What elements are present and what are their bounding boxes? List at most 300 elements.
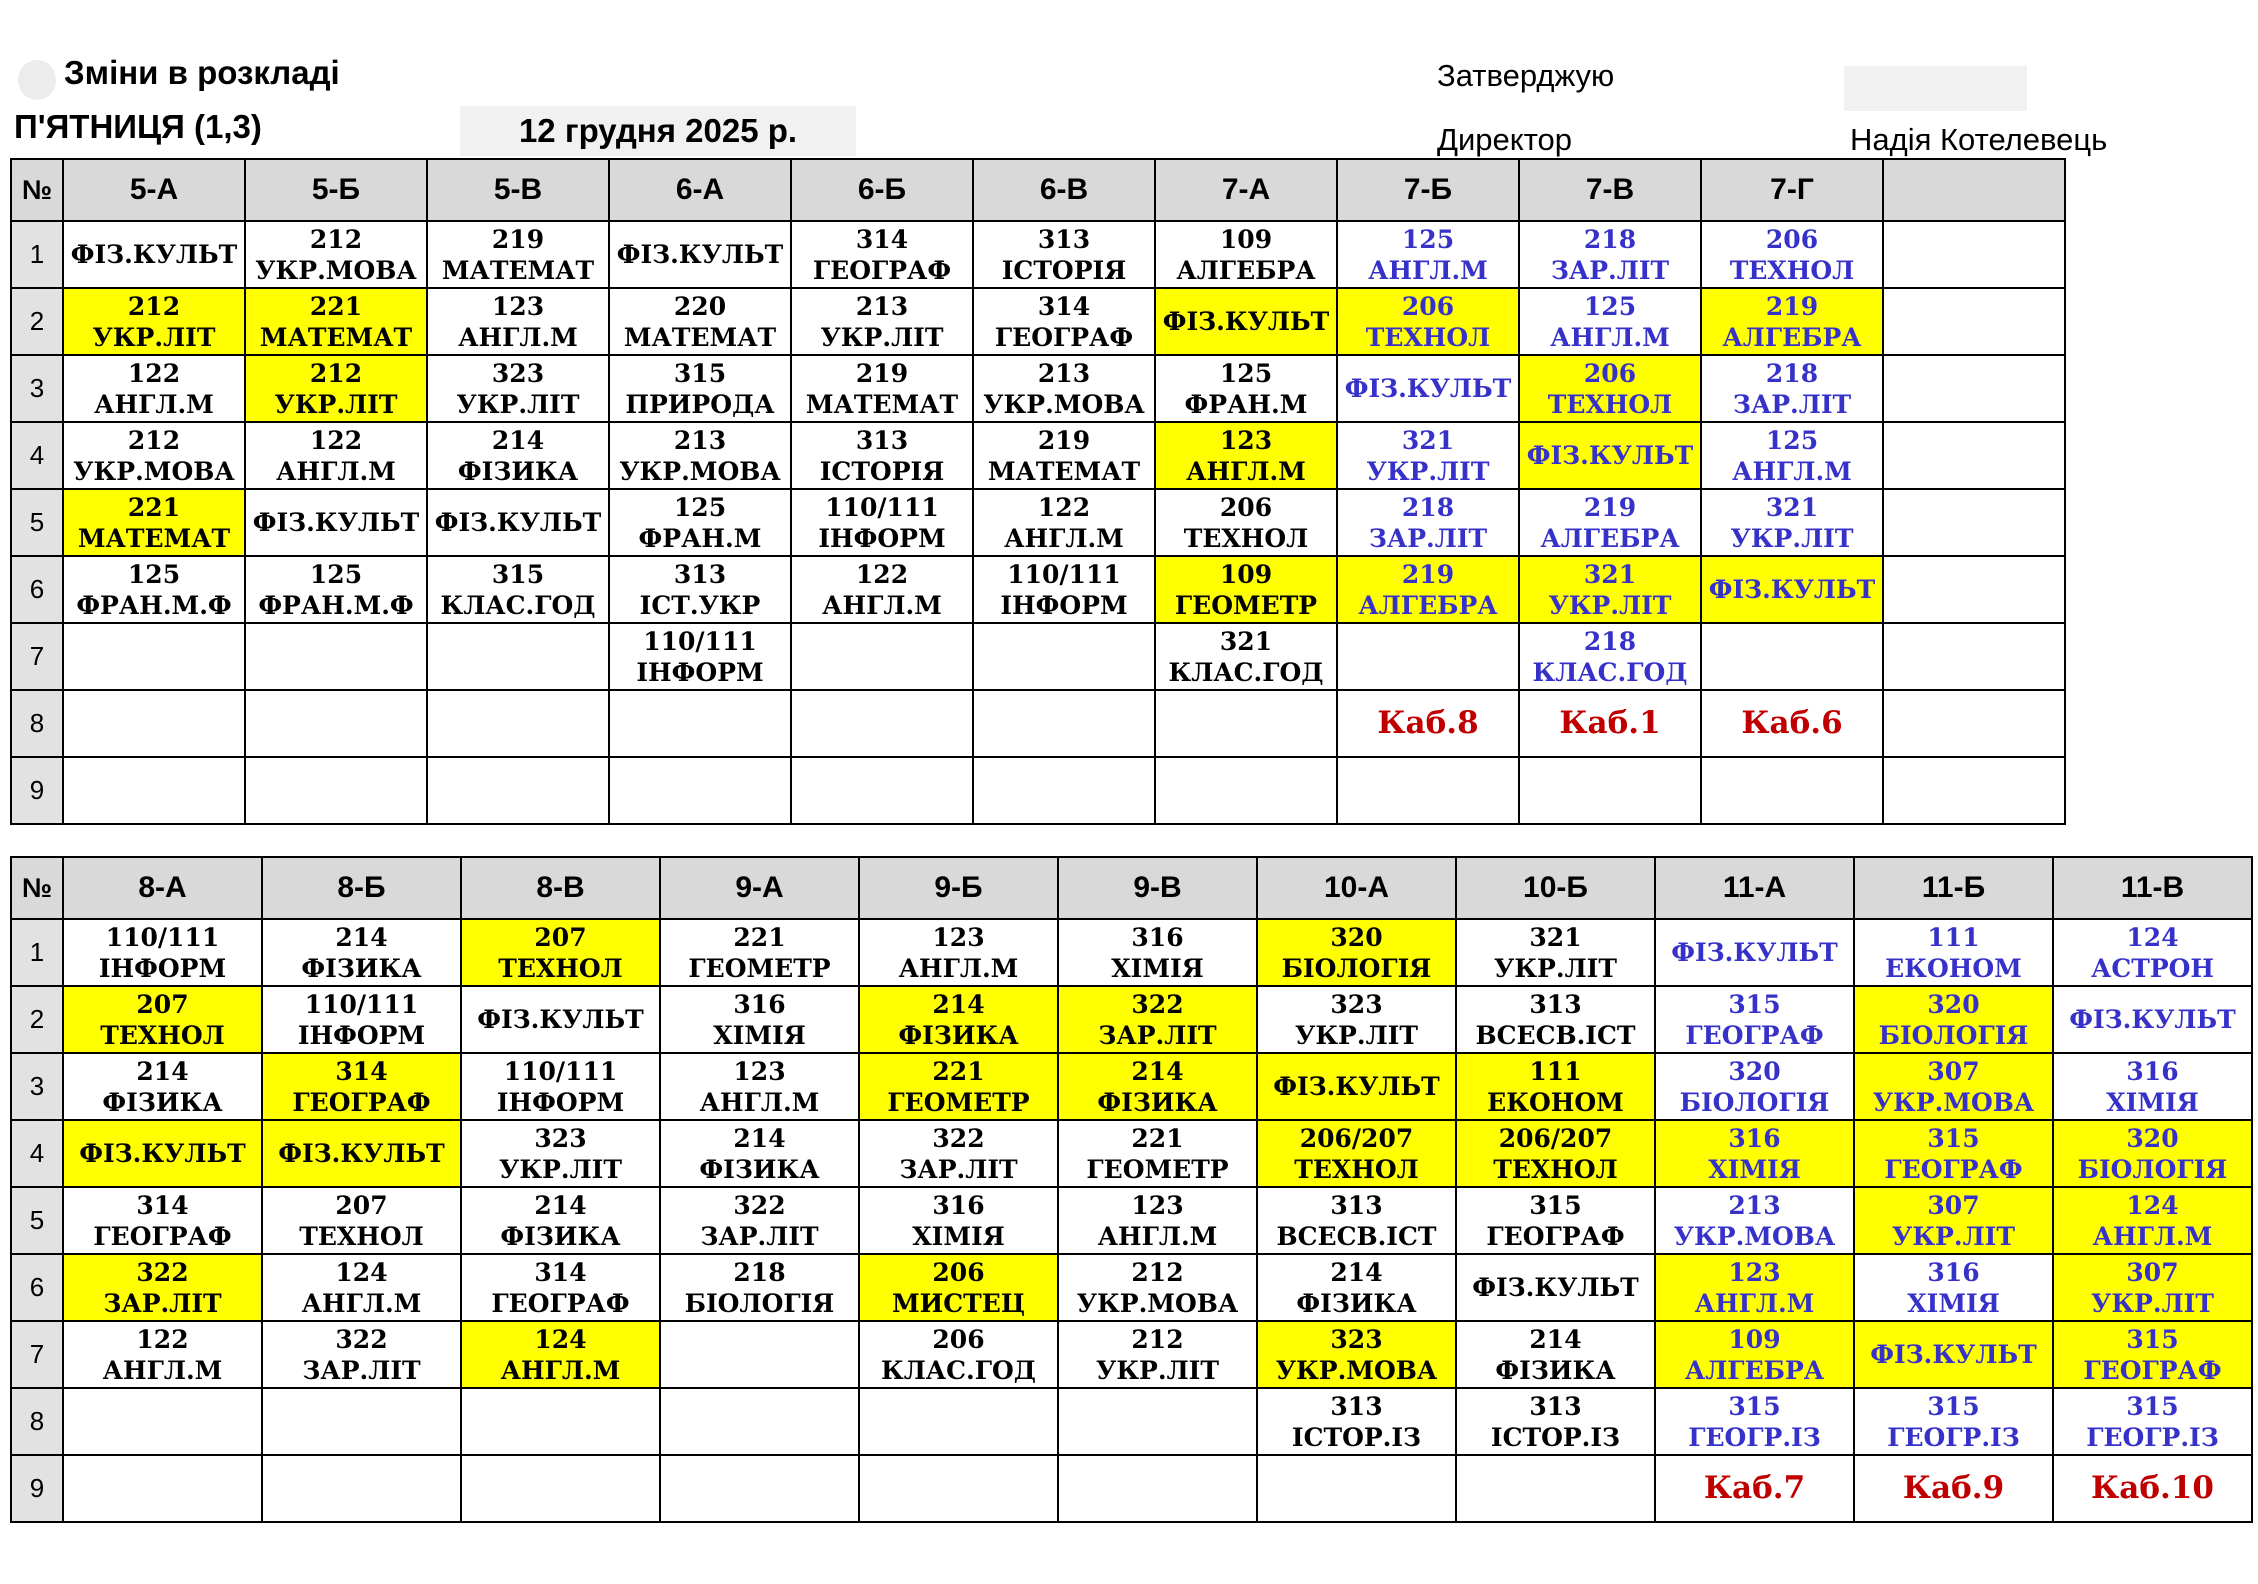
room-number: 124 bbox=[534, 1324, 587, 1354]
lesson-cell bbox=[262, 1321, 461, 1388]
lesson-number: 2 bbox=[11, 986, 63, 1053]
lesson-cell bbox=[1655, 1254, 1854, 1321]
room-number: 320 bbox=[1728, 1056, 1781, 1086]
subject-name: ГЕОГРАФ bbox=[1884, 1154, 2023, 1184]
lesson-cell bbox=[1701, 288, 1883, 355]
room-number: 125 bbox=[1219, 358, 1273, 388]
class-column-header: 5-В bbox=[427, 159, 609, 221]
room-number: 124 bbox=[335, 1257, 388, 1287]
lesson-cell bbox=[859, 1321, 1058, 1388]
subject-name: УКР.ЛІТ bbox=[2091, 1288, 2214, 1318]
room-number: 206/207 bbox=[1299, 1123, 1414, 1153]
room-number: 321 bbox=[1765, 492, 1819, 522]
subject-name: ВСЕСВ.ІСТ bbox=[1276, 1221, 1437, 1251]
lesson-cell bbox=[427, 422, 609, 489]
subject-name: БІОЛОГІЯ bbox=[2077, 1154, 2228, 1184]
class-column-header: 10-А bbox=[1257, 857, 1456, 919]
empty-cell bbox=[245, 623, 427, 690]
empty-cell bbox=[660, 1388, 859, 1455]
lesson-cell bbox=[1456, 1120, 1655, 1187]
room-number: 123 bbox=[1219, 425, 1273, 455]
room-number: 322 bbox=[136, 1257, 189, 1287]
schedule-row bbox=[11, 1120, 2252, 1187]
lesson-cell bbox=[1655, 986, 1854, 1053]
room-number: 214 bbox=[733, 1123, 786, 1153]
room-number: 110/111 bbox=[825, 492, 939, 522]
subject-name: ХІМІЯ bbox=[2106, 1087, 2199, 1117]
lesson-cell bbox=[791, 489, 973, 556]
room-number: 315 bbox=[1728, 1391, 1781, 1421]
lesson-cell bbox=[973, 556, 1155, 623]
subject-name: ФРАН.М.Ф bbox=[76, 590, 232, 620]
room-number: 212 bbox=[309, 224, 363, 254]
lesson-number: 8 bbox=[11, 1388, 63, 1455]
lesson-cell bbox=[1854, 919, 2053, 986]
subject-name: ХІМІЯ bbox=[1708, 1154, 1801, 1184]
lesson-cell bbox=[427, 489, 609, 556]
lesson-cell bbox=[63, 1187, 262, 1254]
schedule-row bbox=[11, 355, 2065, 422]
lesson-cell bbox=[63, 556, 245, 623]
empty-cell bbox=[1456, 1455, 1655, 1522]
lesson-cell bbox=[1519, 556, 1701, 623]
lesson-cell bbox=[262, 919, 461, 986]
lesson-cell bbox=[1456, 1254, 1655, 1321]
subject-name: ХІМІЯ bbox=[1907, 1288, 2000, 1318]
room-number: 206 bbox=[1583, 358, 1637, 388]
room-number: 307 bbox=[1927, 1190, 1980, 1220]
room-number: 206 bbox=[932, 1324, 985, 1354]
room-number: 206 bbox=[1765, 224, 1819, 254]
room-number: 213 bbox=[1037, 358, 1091, 388]
empty-cell bbox=[791, 623, 973, 690]
subject-name: ФІЗ.КУЛЬТ bbox=[616, 240, 784, 269]
lesson-cell bbox=[1701, 489, 1883, 556]
lesson-number: 7 bbox=[11, 1321, 63, 1388]
lesson-cell bbox=[461, 919, 660, 986]
lesson-cell bbox=[1456, 1053, 1655, 1120]
subject-name: АЛГЕБРА bbox=[1176, 255, 1316, 285]
subject-name: ТЕХНОЛ bbox=[1729, 255, 1855, 285]
lesson-cell bbox=[859, 986, 1058, 1053]
room-number: 315 bbox=[1728, 989, 1781, 1019]
subject-name: КЛАС.ГОД bbox=[1532, 657, 1688, 687]
empty-cell bbox=[1058, 1388, 1257, 1455]
subject-name: АНГЛ.М bbox=[500, 1355, 621, 1385]
room-number: 322 bbox=[335, 1324, 388, 1354]
schedule-row bbox=[11, 288, 2065, 355]
subject-name: ФРАН.М bbox=[638, 523, 762, 553]
subject-name: УКР.ЛІТ bbox=[274, 389, 398, 419]
cabinet-note: Каб.8 bbox=[1377, 705, 1479, 741]
subject-name: ФІЗ.КУЛЬТ bbox=[1344, 374, 1512, 403]
lesson-cell bbox=[2053, 986, 2252, 1053]
class-column-header: 9-В bbox=[1058, 857, 1257, 919]
room-number: 313 bbox=[855, 425, 909, 455]
empty-cell bbox=[1883, 489, 2065, 556]
room-number: 206 bbox=[1219, 492, 1273, 522]
lesson-cell bbox=[973, 221, 1155, 288]
schedule-row bbox=[11, 1388, 2252, 1455]
room-number: 307 bbox=[2126, 1257, 2179, 1287]
subject-name: КЛАС.ГОД bbox=[1168, 657, 1324, 687]
lesson-cell bbox=[1655, 919, 1854, 986]
lesson-cell bbox=[461, 1321, 660, 1388]
lesson-cell bbox=[1456, 1187, 1655, 1254]
subject-name: ФІЗ.КУЛЬТ bbox=[1162, 307, 1330, 336]
lesson-cell bbox=[859, 919, 1058, 986]
lesson-cell bbox=[660, 1187, 859, 1254]
empty-cell bbox=[1883, 623, 2065, 690]
subject-name: ГЕОГРАФ bbox=[812, 255, 952, 285]
room-number: 321 bbox=[1583, 559, 1637, 589]
room-number: 322 bbox=[733, 1190, 786, 1220]
room-number: 219 bbox=[1765, 291, 1819, 321]
room-number: 214 bbox=[1330, 1257, 1383, 1287]
blank-label-box bbox=[1844, 66, 2027, 111]
lesson-cell bbox=[859, 1053, 1058, 1120]
schedule-row bbox=[11, 757, 2065, 824]
lesson-number: 3 bbox=[11, 355, 63, 422]
empty-column-header bbox=[1883, 159, 2065, 221]
lesson-cell bbox=[1337, 355, 1519, 422]
subject-name: АЛГЕБРА bbox=[1540, 523, 1680, 553]
subject-name: ФІЗИКА bbox=[898, 1020, 1019, 1050]
lesson-cell bbox=[1257, 1254, 1456, 1321]
director-name: Надія Котелевець bbox=[1850, 122, 2108, 157]
empty-cell bbox=[1257, 1455, 1456, 1522]
room-number: 123 bbox=[932, 922, 985, 952]
empty-cell bbox=[262, 1388, 461, 1455]
room-number: 313 bbox=[673, 559, 727, 589]
empty-cell bbox=[1155, 690, 1337, 757]
subject-name: ІСТОРІЯ bbox=[1001, 255, 1127, 285]
room-number: 214 bbox=[1131, 1056, 1184, 1086]
subject-name: ФІЗ.КУЛЬТ bbox=[278, 1139, 445, 1168]
lesson-cell bbox=[262, 1053, 461, 1120]
subject-name: АСТРОН bbox=[2090, 953, 2215, 983]
lesson-cell bbox=[1854, 1187, 2053, 1254]
room-number: 122 bbox=[309, 425, 363, 455]
empty-cell bbox=[63, 690, 245, 757]
lesson-cell bbox=[1155, 556, 1337, 623]
lesson-cell bbox=[1655, 1455, 1854, 1522]
room-number: 218 bbox=[733, 1257, 786, 1287]
room-number: 125 bbox=[673, 492, 727, 522]
lesson-cell bbox=[461, 1053, 660, 1120]
room-number: 213 bbox=[673, 425, 727, 455]
grades-8-11-grid bbox=[10, 856, 2253, 1523]
lesson-number: 6 bbox=[11, 556, 63, 623]
room-number: 315 bbox=[2126, 1324, 2179, 1354]
empty-cell bbox=[791, 757, 973, 824]
room-number: 316 bbox=[932, 1190, 985, 1220]
lesson-cell bbox=[1854, 1254, 2053, 1321]
lesson-cell bbox=[609, 355, 791, 422]
room-number: 313 bbox=[1330, 1391, 1383, 1421]
room-number: 315 bbox=[2126, 1391, 2179, 1421]
subject-name: АНГЛ.М bbox=[898, 953, 1019, 983]
class-column-header: 6-А bbox=[609, 159, 791, 221]
room-number: 122 bbox=[1037, 492, 1091, 522]
lesson-cell bbox=[1519, 355, 1701, 422]
room-number: 323 bbox=[1330, 989, 1383, 1019]
class-column-header: 7-А bbox=[1155, 159, 1337, 221]
class-column-header: 9-Б bbox=[859, 857, 1058, 919]
room-number: 321 bbox=[1219, 626, 1273, 656]
empty-cell bbox=[1337, 757, 1519, 824]
schedule-row bbox=[11, 1321, 2252, 1388]
lesson-number: 5 bbox=[11, 1187, 63, 1254]
subject-name: ФІЗ.КУЛЬТ bbox=[1870, 1340, 2037, 1369]
lesson-cell bbox=[2053, 1388, 2252, 1455]
room-number: 214 bbox=[491, 425, 545, 455]
subject-name: ФІЗ.КУЛЬТ bbox=[1273, 1072, 1440, 1101]
schedule-table-grades-8-11 bbox=[10, 856, 2253, 1523]
lesson-cell bbox=[262, 986, 461, 1053]
subject-name: ФІЗ.КУЛЬТ bbox=[434, 508, 602, 537]
subject-name: УКР.ЛІТ bbox=[92, 322, 216, 352]
empty-cell bbox=[1883, 690, 2065, 757]
subject-name: ЗАР.ЛІТ bbox=[1550, 255, 1670, 285]
room-number: 322 bbox=[1131, 989, 1184, 1019]
lesson-cell bbox=[2053, 1187, 2252, 1254]
subject-name: УКР.ЛІТ bbox=[1494, 953, 1617, 983]
lesson-number: 5 bbox=[11, 489, 63, 556]
subject-name: УКР.ЛІТ bbox=[1892, 1221, 2015, 1251]
lesson-cell bbox=[1701, 355, 1883, 422]
lesson-cell bbox=[1155, 221, 1337, 288]
empty-cell bbox=[63, 757, 245, 824]
room-number: 219 bbox=[855, 358, 909, 388]
header-row bbox=[11, 159, 2065, 221]
lesson-cell bbox=[1456, 1321, 1655, 1388]
subject-name: АЛГЕБРА bbox=[1358, 590, 1498, 620]
schedule-row bbox=[11, 1455, 2252, 1522]
schedule-row bbox=[11, 489, 2065, 556]
lesson-cell bbox=[973, 288, 1155, 355]
lesson-number: 4 bbox=[11, 422, 63, 489]
empty-cell bbox=[1883, 556, 2065, 623]
class-column-header: 8-В bbox=[461, 857, 660, 919]
subject-name: ЗАР.ЛІТ bbox=[302, 1355, 421, 1385]
schedule-row bbox=[11, 422, 2065, 489]
lesson-cell bbox=[1155, 623, 1337, 690]
subject-name: ЗАР.ЛІТ bbox=[1098, 1020, 1217, 1050]
subject-name: УКР.МОВА bbox=[619, 456, 781, 486]
subject-name: АНГЛ.М bbox=[102, 1355, 223, 1385]
empty-cell bbox=[427, 690, 609, 757]
subject-name: ФРАН.М.Ф bbox=[258, 590, 414, 620]
lesson-cell bbox=[1519, 623, 1701, 690]
subject-name: АЛГЕБРА bbox=[1684, 1355, 1825, 1385]
subject-name: УКР.МОВА bbox=[1872, 1087, 2035, 1117]
subject-name: АНГЛ.М bbox=[276, 456, 396, 486]
lesson-number: 8 bbox=[11, 690, 63, 757]
subject-name: ІНФОРМ bbox=[297, 1020, 426, 1050]
room-number: 213 bbox=[855, 291, 909, 321]
room-number: 323 bbox=[534, 1123, 587, 1153]
subject-name: ФІЗ.КУЛЬТ bbox=[79, 1139, 246, 1168]
class-column-header: 7-Г bbox=[1701, 159, 1883, 221]
subject-name: ФІЗИКА bbox=[699, 1154, 820, 1184]
subject-name: ІСТОР.ІЗ bbox=[1490, 1422, 1621, 1452]
room-number: 221 bbox=[733, 922, 786, 952]
room-number: 320 bbox=[1330, 922, 1383, 952]
room-number: 218 bbox=[1583, 224, 1637, 254]
lesson-cell bbox=[245, 556, 427, 623]
num-column-header: № bbox=[11, 159, 63, 221]
subject-name: ІНФОРМ bbox=[496, 1087, 625, 1117]
room-number: 125 bbox=[309, 559, 363, 589]
room-number: 124 bbox=[2126, 922, 2179, 952]
room-number: 206 bbox=[1401, 291, 1455, 321]
page-title: Зміни в розкладі bbox=[64, 54, 340, 91]
empty-cell bbox=[1701, 757, 1883, 824]
class-column-header: 8-Б bbox=[262, 857, 461, 919]
lesson-cell bbox=[262, 1187, 461, 1254]
lesson-cell bbox=[2053, 1321, 2252, 1388]
subject-name: МАТЕМАТ bbox=[623, 322, 777, 352]
class-column-header: 11-А bbox=[1655, 857, 1854, 919]
subject-name: ТЕХНОЛ bbox=[299, 1221, 424, 1251]
subject-name: ГЕОГРАФ bbox=[491, 1288, 630, 1318]
subject-name: ПРИРОДА bbox=[625, 389, 775, 419]
lesson-cell bbox=[660, 1120, 859, 1187]
room-number: 221 bbox=[127, 492, 181, 522]
subject-name: ГЕОМЕТР bbox=[688, 953, 831, 983]
room-number: 123 bbox=[1728, 1257, 1781, 1287]
empty-cell bbox=[791, 690, 973, 757]
subject-name: ТЕХНОЛ bbox=[100, 1020, 225, 1050]
lesson-cell bbox=[1337, 288, 1519, 355]
subject-name: ІСТОРІЯ bbox=[819, 456, 945, 486]
lesson-cell bbox=[1058, 1321, 1257, 1388]
room-number: 111 bbox=[1927, 922, 1980, 952]
subject-name: УКР.МОВА bbox=[1275, 1355, 1438, 1385]
empty-cell bbox=[973, 757, 1155, 824]
subject-name: АНГЛ.М bbox=[822, 590, 942, 620]
lesson-cell bbox=[1155, 355, 1337, 422]
subject-name: ТЕХНОЛ bbox=[1547, 389, 1673, 419]
room-number: 321 bbox=[1401, 425, 1455, 455]
empty-cell bbox=[245, 690, 427, 757]
subject-name: ФІЗ.КУЛЬТ bbox=[477, 1005, 644, 1034]
room-number: 206/207 bbox=[1498, 1123, 1613, 1153]
empty-cell bbox=[859, 1455, 1058, 1522]
subject-name: ГЕОМЕТР bbox=[887, 1087, 1030, 1117]
class-column-header: 6-В bbox=[973, 159, 1155, 221]
subject-name: ГЕОГРАФ bbox=[1486, 1221, 1625, 1251]
empty-cell bbox=[609, 757, 791, 824]
schedule-table-grades-5-7 bbox=[10, 158, 2066, 825]
room-number: 214 bbox=[335, 922, 388, 952]
subject-name: ТЕХНОЛ bbox=[1493, 1154, 1618, 1184]
empty-cell bbox=[973, 623, 1155, 690]
subject-name: ІНФОРМ bbox=[818, 523, 946, 553]
room-number: 110/111 bbox=[304, 989, 419, 1019]
room-number: 207 bbox=[534, 922, 587, 952]
schedule-row bbox=[11, 986, 2252, 1053]
lesson-cell bbox=[1701, 422, 1883, 489]
lesson-cell bbox=[859, 1254, 1058, 1321]
schedule-row bbox=[11, 1254, 2252, 1321]
lesson-cell bbox=[1854, 1455, 2053, 1522]
subject-name: МИСТЕЦ bbox=[891, 1288, 1025, 1318]
subject-name: МАТЕМАТ bbox=[77, 523, 231, 553]
room-number: 315 bbox=[673, 358, 727, 388]
class-column-header: 9-А bbox=[660, 857, 859, 919]
room-number: 111 bbox=[1529, 1056, 1582, 1086]
empty-cell bbox=[461, 1455, 660, 1522]
lesson-cell bbox=[1257, 1053, 1456, 1120]
subject-name: УКР.МОВА bbox=[73, 456, 235, 486]
room-number: 316 bbox=[1131, 922, 1184, 952]
lesson-cell bbox=[2053, 1254, 2252, 1321]
subject-name: УКР.ЛІТ bbox=[1366, 456, 1490, 486]
lesson-cell bbox=[461, 986, 660, 1053]
lesson-cell bbox=[1655, 1187, 1854, 1254]
room-number: 214 bbox=[1529, 1324, 1582, 1354]
lesson-cell bbox=[63, 422, 245, 489]
header-row bbox=[11, 857, 2252, 919]
room-number: 214 bbox=[534, 1190, 587, 1220]
lesson-cell bbox=[1155, 489, 1337, 556]
subject-name: УКР.ЛІТ bbox=[1730, 523, 1854, 553]
room-number: 314 bbox=[534, 1257, 587, 1287]
room-number: 314 bbox=[1037, 291, 1091, 321]
approve-label: Затверджую bbox=[1437, 58, 1615, 93]
lesson-cell bbox=[1058, 919, 1257, 986]
lesson-cell bbox=[262, 1120, 461, 1187]
room-number: 213 bbox=[1728, 1190, 1781, 1220]
subject-name: ІСТОР.ІЗ bbox=[1291, 1422, 1422, 1452]
room-number: 214 bbox=[932, 989, 985, 1019]
lesson-cell bbox=[461, 1187, 660, 1254]
subject-name: МАТЕМАТ bbox=[441, 255, 595, 285]
subject-name: УКР.МОВА bbox=[1076, 1288, 1239, 1318]
lesson-cell bbox=[1058, 1187, 1257, 1254]
empty-cell bbox=[1701, 623, 1883, 690]
subject-name: ІСТ.УКР bbox=[639, 590, 761, 620]
lesson-cell bbox=[1058, 1254, 1257, 1321]
lesson-cell bbox=[63, 1254, 262, 1321]
room-number: 122 bbox=[136, 1324, 189, 1354]
empty-cell bbox=[1058, 1455, 1257, 1522]
lesson-cell bbox=[1655, 1053, 1854, 1120]
empty-cell bbox=[973, 690, 1155, 757]
subject-name: ФІЗ.КУЛЬТ bbox=[2069, 1005, 2236, 1034]
subject-name: МАТЕМАТ bbox=[259, 322, 413, 352]
class-column-header: 5-Б bbox=[245, 159, 427, 221]
lesson-cell bbox=[1257, 1321, 1456, 1388]
subject-name: ІНФОРМ bbox=[98, 953, 227, 983]
lesson-cell bbox=[609, 422, 791, 489]
lesson-cell bbox=[427, 221, 609, 288]
class-column-header: 5-А bbox=[63, 159, 245, 221]
room-number: 313 bbox=[1529, 989, 1582, 1019]
bullet-icon bbox=[18, 60, 56, 100]
subject-name: ЗАР.ЛІТ bbox=[1368, 523, 1488, 553]
lesson-cell bbox=[660, 919, 859, 986]
lesson-cell bbox=[63, 489, 245, 556]
lesson-cell bbox=[791, 288, 973, 355]
lesson-cell bbox=[1701, 221, 1883, 288]
subject-name: УКР.ЛІТ bbox=[820, 322, 944, 352]
lesson-cell bbox=[63, 1053, 262, 1120]
empty-cell bbox=[1883, 288, 2065, 355]
class-column-header: 10-Б bbox=[1456, 857, 1655, 919]
